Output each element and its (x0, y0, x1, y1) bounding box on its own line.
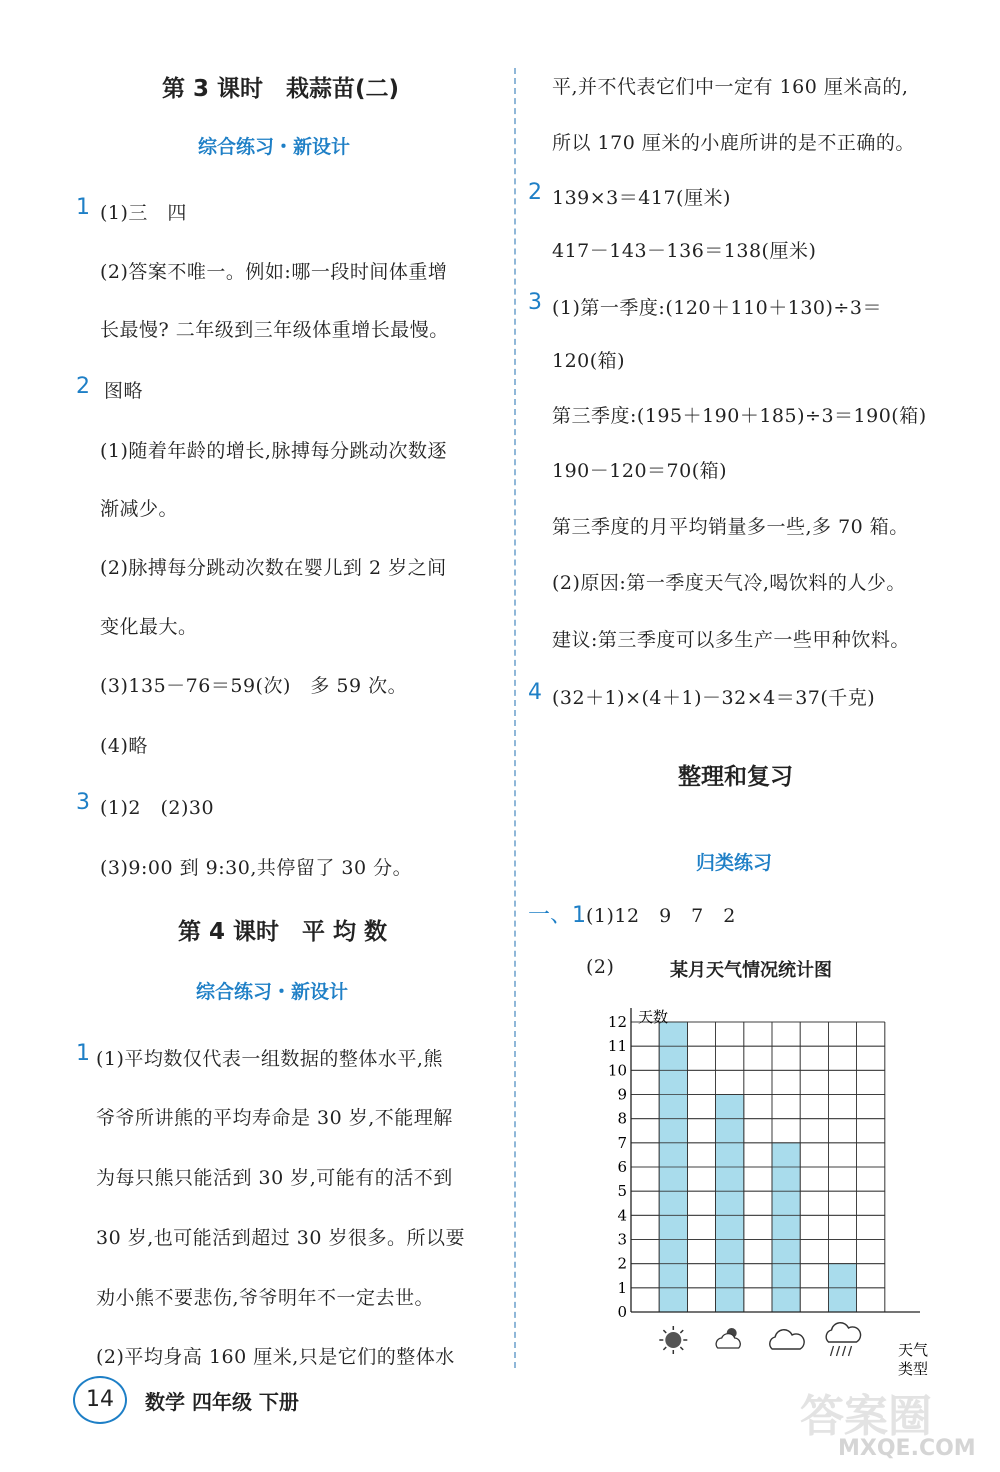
y-tick-label: 1 (617, 1278, 627, 1297)
lesson-3-title: 第 3 课时 栽蒜苗(二) (162, 76, 400, 102)
answer-line: 为每只熊只能活到 30 岁,可能有的活不到 (96, 1167, 453, 1189)
sunny-icon (659, 1326, 687, 1354)
y-tick-label: 10 (607, 1061, 627, 1080)
answer-line: 爷爷所讲熊的平均寿命是 30 岁,不能理解 (96, 1107, 453, 1129)
answer-line: (2)答案不唯一。例如:哪一段时间体重增 (100, 261, 448, 283)
y-tick-label: 11 (607, 1037, 627, 1056)
y-tick-label: 0 (617, 1303, 627, 1321)
question-number: 2 (76, 374, 90, 399)
watermark: 答案圈 (800, 1391, 932, 1442)
answer-line: (32＋1)×(4＋1)－32×4＝37(千克) (552, 687, 876, 709)
bar-overcast (772, 1143, 800, 1312)
y-tick-label: 6 (617, 1158, 627, 1176)
answer-line: 第三季度的月平均销量多一些,多 70 箱。 (552, 516, 909, 538)
question-number: 一、1 (528, 903, 586, 928)
answer-line: 417－143－136＝138(厘米) (552, 240, 817, 262)
y-tick-label: 5 (617, 1182, 627, 1201)
answer-line: (2)平均身高 160 厘米,只是它们的整体水 (96, 1346, 455, 1368)
y-tick-label: 2 (617, 1254, 627, 1273)
answer-line: 120(箱) (552, 350, 626, 372)
book-title: 数学 四年级 下册 (145, 1390, 299, 1414)
cloudy-icon (716, 1328, 740, 1348)
answer-line: 长最慢? 二年级到三年级体重增长最慢。 (100, 319, 449, 341)
answer-line: (2)原因:第一季度天气冷,喝饮料的人少。 (552, 572, 906, 594)
answer-line: 渐减少。 (100, 498, 179, 520)
lesson-4-subtitle: 综合练习・新设计 (196, 981, 349, 1003)
lesson-3-subtitle: 综合练习・新设计 (198, 136, 351, 158)
answer-line: 30 岁,也可能活到超过 30 岁很多。所以要 (96, 1227, 466, 1249)
answer-line: (1)2 (2)30 (100, 797, 215, 819)
answer-line: (1)12 9 7 2 (586, 905, 736, 927)
answer-line: 变化最大。 (100, 616, 198, 638)
weather-bar-chart (600, 1000, 960, 1390)
answer-line: (4)略 (100, 735, 148, 757)
column-divider (514, 68, 516, 1368)
answer-line: (1)随着年龄的增长,脉搏每分跳动次数逐 (100, 440, 447, 462)
answer-line: 建议:第三季度可以多生产一些甲种饮料。 (552, 629, 910, 651)
question-number: 3 (528, 290, 542, 315)
answer-line: (1)三 四 (100, 202, 187, 224)
question-number: 2 (528, 180, 542, 205)
chart-y-ticks (608, 1013, 627, 1321)
question-number: 1 (76, 195, 90, 220)
question-number: 1 (76, 1041, 90, 1066)
answer-line: 平,并不代表它们中一定有 160 厘米高的, (552, 76, 909, 98)
x-axis-label-2: 类型 (898, 1360, 929, 1378)
answer-line: 139×3＝417(厘米) (552, 187, 731, 209)
answer-line: 劝小熊不要悲伤,爷爷明年不一定去世。 (96, 1287, 435, 1309)
answer-line: (3)135－76＝59(次) 多 59 次。 (100, 675, 408, 697)
section-subtitle: 归类练习 (696, 852, 773, 874)
section-title: 整理和复习 (678, 764, 793, 790)
question-number: 3 (76, 790, 90, 815)
watermark-url: MXQE.COM (838, 1436, 976, 1461)
answer-line: (2)脉搏每分跳动次数在婴儿到 2 岁之间 (100, 557, 447, 579)
chart-title: 某月天气情况统计图 (670, 960, 832, 981)
answer-line: (3)9:00 到 9:30,共停留了 30 分。 (100, 857, 413, 879)
y-axis-label: 天数 (638, 1008, 669, 1026)
lesson-4-title: 第 4 课时 平 均 数 (178, 919, 388, 945)
answer-line: 所以 170 厘米的小鹿所讲的是不正确的。 (552, 132, 915, 154)
bar-cloudy (716, 1095, 744, 1313)
answer-line: 第三季度:(195＋190＋185)÷3＝190(箱) (552, 405, 927, 427)
x-axis-label-1: 天气 (898, 1341, 929, 1359)
answer-line: 190－120＝70(箱) (552, 460, 728, 482)
question-number: 4 (528, 680, 542, 705)
answer-line: (1)第一季度:(120＋110＋130)÷3＝ (552, 297, 882, 319)
y-tick-label: 12 (607, 1013, 627, 1031)
y-tick-label: 7 (617, 1133, 627, 1152)
y-tick-label: 8 (617, 1109, 627, 1128)
answer-line: 图略 (104, 380, 144, 402)
overcast-icon (770, 1330, 804, 1349)
rainy-icon (826, 1323, 860, 1356)
chart-category-icons (659, 1323, 860, 1356)
answer-line: (1)平均数仅代表一组数据的整体水平,熊 (96, 1048, 443, 1070)
y-tick-label: 9 (617, 1085, 627, 1104)
page-number: 14 (73, 1376, 127, 1424)
y-tick-label: 3 (617, 1230, 627, 1249)
answer-line: (2) (586, 956, 615, 978)
y-tick-label: 4 (617, 1206, 627, 1225)
